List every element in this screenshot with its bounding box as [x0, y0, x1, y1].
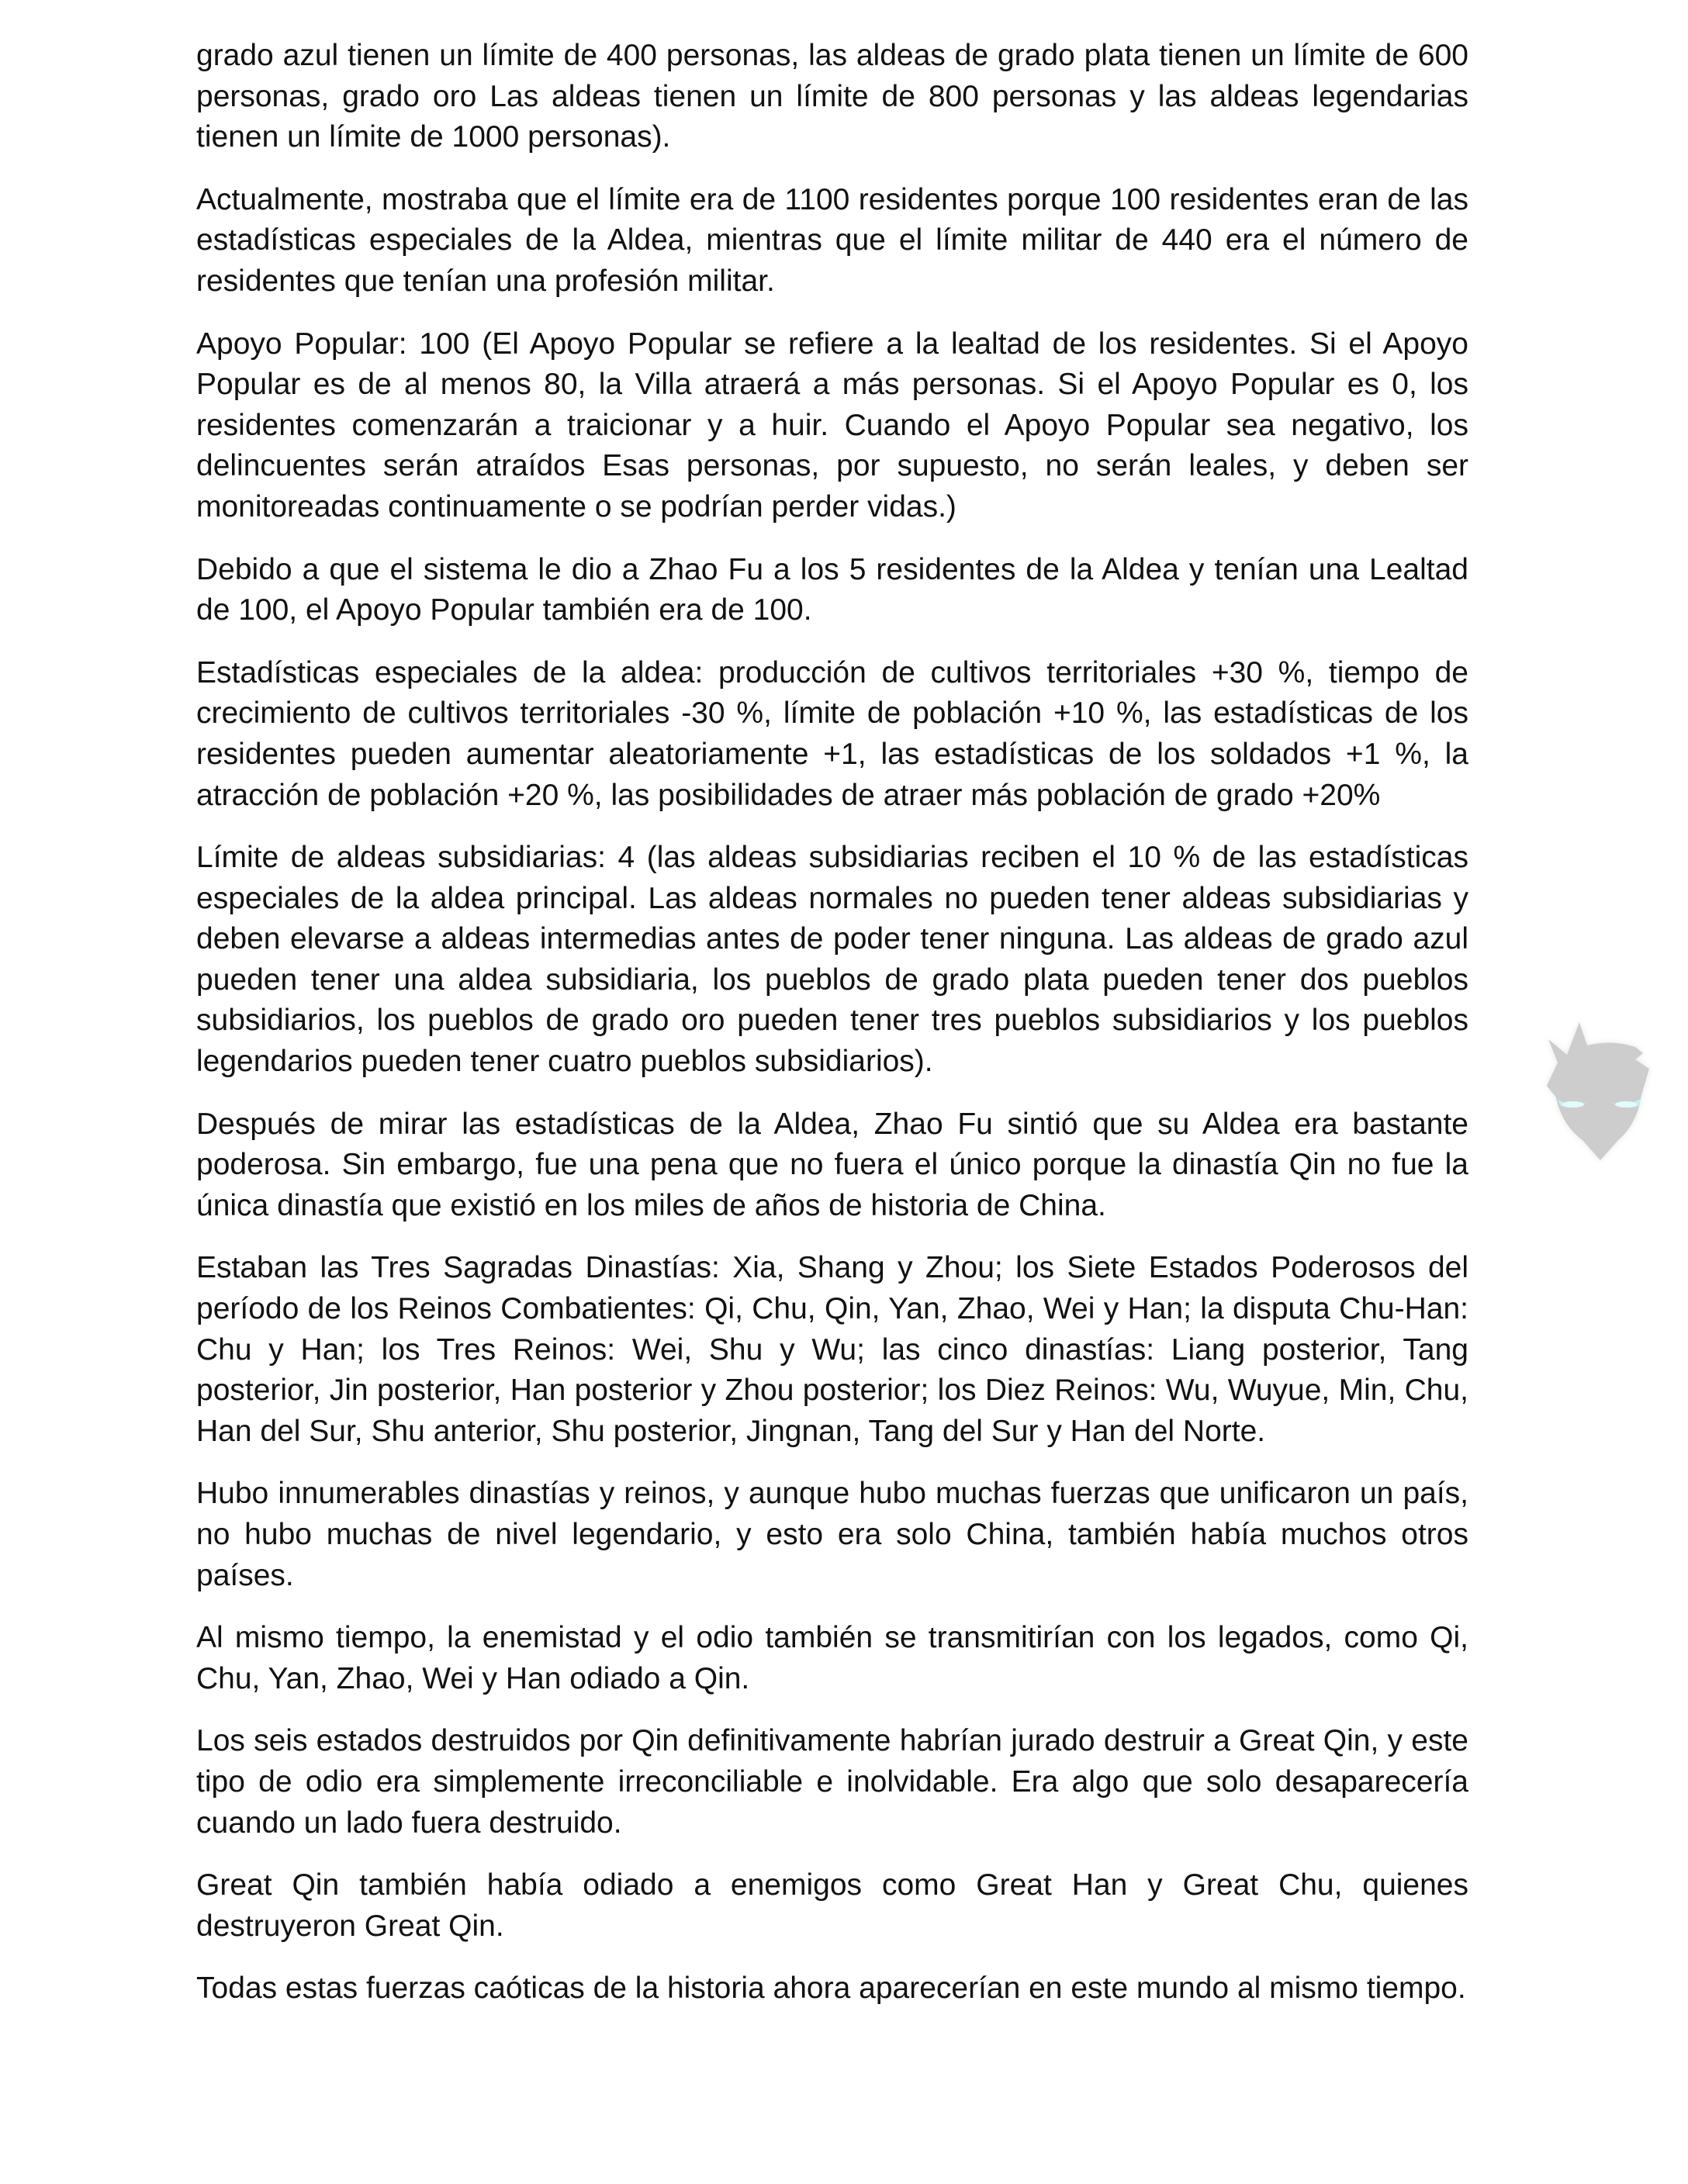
demon-head-icon: [1527, 1008, 1666, 1163]
paragraph: Estaban las Tres Sagradas Dinastías: Xia, Shang y Zhou; los Siete Estados Poderosos del período de los Reinos Combatientes: Qi, Chu, Qin, Yan, Zhao, Wei y Han; la disputa Chu-Han: Chu y Han; los Tres Reinos: Wei, Shu y Wu; las cinco dinastías: Liang posterior, Tang posterior, Jin posterior, Han posterior y Zhou posterior; los Diez Reinos: Wu, Wuyue, Min, Chu, Han del Sur, Shu anterior, Shu posterior, Jingnan, Tang del Sur y Han del Norte.: [196, 1251, 1468, 1448]
paragraph: Después de mirar las estadísticas de la Aldea, Zhao Fu sintió que su Aldea era bastante poderosa. Sin embargo, fue una pena que no fuera el único porque la dinastía Qin no fue la única dinastía que existió en los miles de años de historia de China.: [196, 1107, 1468, 1222]
paragraph: Debido a que el sistema le dio a Zhao Fu a los 5 residentes de la Aldea y tenían una Lealtad de 100, el Apoyo Popular también era de 100.: [196, 552, 1468, 627]
document-body: [196, 36, 1468, 2031]
paragraph: Great Qin también había odiado a enemigos como Great Han y Great Chu, quienes destruyeron Great Qin.: [196, 1868, 1468, 1943]
paragraph: Actualmente, mostraba que el límite era de 1100 residentes porque 100 residentes eran de las estadísticas especiales de la Aldea, mientras que el límite militar de 440 era el número de residentes que tenían una profesión militar.: [196, 182, 1468, 298]
paragraph: Límite de aldeas subsidiarias: 4 (las aldeas subsidiarias reciben el 10 % de las estadísticas especiales de la aldea principal. Las aldeas normales no pueden tener aldeas subsidiarias y deben elevarse a aldeas intermedias antes de poder tener ninguna. Las aldeas de grado azul pueden tener una aldea subsidiaria, los pueblos de grado plata pueden tener dos pueblos subsidiarios, los pueblos de grado oro pueden tener tres pueblos subsidiarios y los pueblos legendarios pueden tener cuatro pueblos subsidiarios).: [196, 841, 1468, 1079]
paragraph: Al mismo tiempo, la enemistad y el odio también se transmitirían con los legados, como Qi, Chu, Yan, Zhao, Wei y Han odiado a Qin.: [196, 1621, 1468, 1695]
paragraph: Estadísticas especiales de la aldea: producción de cultivos territoriales +30 %, tiempo de crecimiento de cultivos territoriales -30 %, límite de población +10 %, las estadísticas de los residentes pueden aumentar aleatoriamente +1, las estadísticas de los soldados +1 %, la atracción de población +20 %, las posibilidades de atraer más población de grado +20%: [196, 655, 1468, 812]
paragraph: Los seis estados destruidos por Qin definitivamente habrían jurado destruir a Great Qin, y este tipo de odio era simplemente irreconciliable e inolvidable. Era algo que solo desaparecería cuando un lado fuera destruido.: [196, 1724, 1468, 1840]
paragraph: Todas estas fuerzas caóticas de la historia ahora aparecerían en este mundo al mismo tiempo.: [196, 1971, 1466, 2006]
paragraph: Apoyo Popular: 100 (El Apoyo Popular se refiere a la lealtad de los residentes. Si el Apoyo Popular es de al menos 80, la Villa atraerá a más personas. Si el Apoyo Popular es 0, los residentes comenzarán a traicionar y a huir. Cuando el Apoyo Popular sea negativo, los delincuentes serán atraídos Esas personas, por supuesto, no serán leales, y deben ser monitoreadas continuamente o se podrían perder vidas.): [196, 327, 1468, 524]
paragraph: Hubo innumerables dinastías y reinos, y aunque hubo muchas fuerzas que unificaron un país, no hubo muchas de nivel legendario, y esto era solo China, también había muchos otros países.: [196, 1477, 1468, 1592]
paragraph: grado azul tienen un límite de 400 personas, las aldeas de grado plata tienen un límite de 600 personas, grado oro Las aldeas tienen un límite de 800 personas y las aldeas legendarias tienen un límite de 1000 personas).: [196, 39, 1468, 154]
